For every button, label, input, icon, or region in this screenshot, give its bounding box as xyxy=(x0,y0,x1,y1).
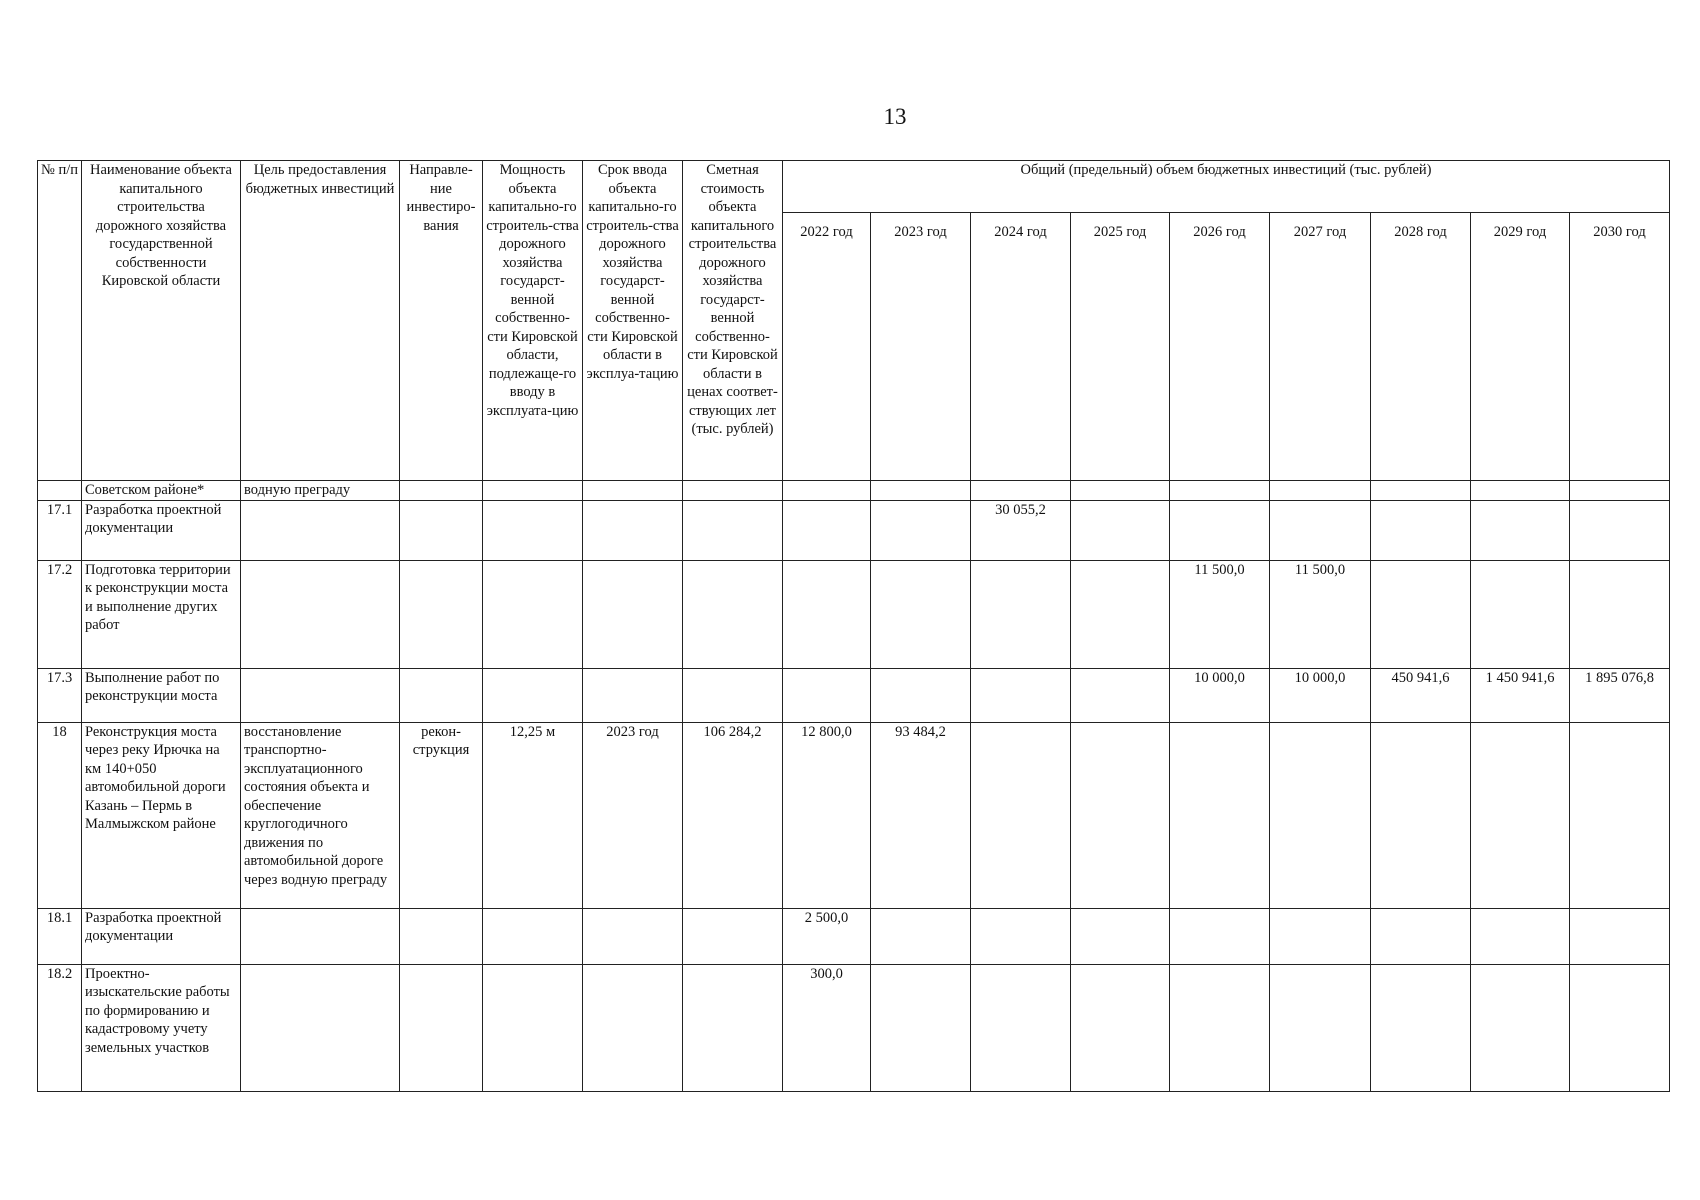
row-year-2024 xyxy=(971,481,1071,501)
header-object-name: Наименование объекта капитального строительства дорожного хозяйства государственной собственности Кировской области xyxy=(82,161,241,481)
row-year-2024 xyxy=(971,908,1071,964)
row-year-2023: 93 484,2 xyxy=(871,722,971,908)
row-year-2023 xyxy=(871,481,971,501)
table-row xyxy=(38,500,1670,560)
header-num: № п/п xyxy=(38,161,82,481)
row-estimated-cost xyxy=(683,481,783,501)
row-num xyxy=(38,481,82,501)
header-capacity: Мощность объекта капитально-го строитель-ства дорожного хозяйства государст-венной собственно-сти Кировской области, подлежаще-го вводу в эксплуата-цию xyxy=(483,161,583,481)
row-year-2026: 11 500,0 xyxy=(1170,560,1270,668)
row-direction xyxy=(400,668,483,722)
header-year-2026: 2026 год xyxy=(1170,213,1270,481)
row-year-2029 xyxy=(1471,500,1570,560)
page-number: 13 xyxy=(883,104,907,129)
header-year-2023: 2023 год xyxy=(871,213,971,481)
row-object-name: Проектно-изыскательские работы по формированию и кадастровому учету земельных участков xyxy=(82,964,241,1091)
table-row xyxy=(38,560,1670,668)
row-year-2029 xyxy=(1471,908,1570,964)
header-direction: Направле-ние инвестиро-вания xyxy=(400,161,483,481)
row-year-2030 xyxy=(1570,481,1670,501)
row-year-2028: 450 941,6 xyxy=(1371,668,1471,722)
row-year-2024: 30 055,2 xyxy=(971,500,1071,560)
header-row-top xyxy=(38,161,1670,213)
row-year-2028 xyxy=(1371,500,1471,560)
table-row xyxy=(38,481,1670,501)
row-capacity xyxy=(483,964,583,1091)
row-goal xyxy=(241,500,400,560)
row-year-2022 xyxy=(783,668,871,722)
row-year-2025 xyxy=(1071,722,1170,908)
row-year-2026 xyxy=(1170,500,1270,560)
table-row xyxy=(38,908,1670,964)
row-object-name: Разработка проектной документации xyxy=(82,500,241,560)
row-year-2022 xyxy=(783,500,871,560)
row-year-2028 xyxy=(1371,722,1471,908)
row-year-2030: 1 895 076,8 xyxy=(1570,668,1670,722)
row-year-2028 xyxy=(1371,560,1471,668)
row-estimated-cost xyxy=(683,964,783,1091)
row-capacity: 12,25 м xyxy=(483,722,583,908)
row-year-2029 xyxy=(1471,722,1570,908)
row-capacity xyxy=(483,908,583,964)
row-year-2025 xyxy=(1071,500,1170,560)
row-num: 17.2 xyxy=(38,560,82,668)
row-year-2025 xyxy=(1071,668,1170,722)
row-year-2022: 12 800,0 xyxy=(783,722,871,908)
row-year-2028 xyxy=(1371,964,1471,1091)
row-object-name: Советском районе* xyxy=(82,481,241,501)
row-year-2023 xyxy=(871,908,971,964)
row-year-2026: 10 000,0 xyxy=(1170,668,1270,722)
row-year-2023 xyxy=(871,964,971,1091)
row-year-2030 xyxy=(1570,908,1670,964)
row-year-2029: 1 450 941,6 xyxy=(1471,668,1570,722)
row-direction xyxy=(400,964,483,1091)
row-commission-date xyxy=(583,668,683,722)
row-year-2028 xyxy=(1371,908,1471,964)
header-year-2030: 2030 год xyxy=(1570,213,1670,481)
row-year-2025 xyxy=(1071,560,1170,668)
row-direction: рекон-струкция xyxy=(400,722,483,908)
row-object-name: Выполнение работ по реконструкции моста xyxy=(82,668,241,722)
row-direction xyxy=(400,560,483,668)
table-row xyxy=(38,964,1670,1091)
row-year-2029 xyxy=(1471,964,1570,1091)
row-estimated-cost xyxy=(683,500,783,560)
row-year-2030 xyxy=(1570,560,1670,668)
row-goal xyxy=(241,908,400,964)
row-year-2023 xyxy=(871,668,971,722)
header-commission-date: Срок ввода объекта капитально-го строитель-ства дорожного хозяйства государст-венной собственно-сти Кировской области в эксплуа-тацию xyxy=(583,161,683,481)
header-total-investment: Общий (предельный) объем бюджетных инвестиций (тыс. рублей) xyxy=(783,161,1670,213)
header-year-2029: 2029 год xyxy=(1471,213,1570,481)
table-row xyxy=(38,668,1670,722)
row-object-name: Подготовка территории к реконструкции моста и выполнение других работ xyxy=(82,560,241,668)
row-year-2025 xyxy=(1071,908,1170,964)
row-capacity xyxy=(483,668,583,722)
row-num: 18 xyxy=(38,722,82,908)
row-year-2023 xyxy=(871,560,971,668)
row-goal xyxy=(241,964,400,1091)
row-year-2024 xyxy=(971,668,1071,722)
row-commission-date: 2023 год xyxy=(583,722,683,908)
row-year-2022: 300,0 xyxy=(783,964,871,1091)
row-year-2022 xyxy=(783,560,871,668)
row-year-2027: 10 000,0 xyxy=(1270,668,1371,722)
header-goal: Цель предоставления бюджетных инвестиций xyxy=(241,161,400,481)
row-num: 17.3 xyxy=(38,668,82,722)
row-commission-date xyxy=(583,500,683,560)
header-year-2028: 2028 год xyxy=(1371,213,1471,481)
row-year-2025 xyxy=(1071,481,1170,501)
row-direction xyxy=(400,500,483,560)
row-year-2026 xyxy=(1170,481,1270,501)
row-object-name: Реконструкция моста через реку Ирючка на км 140+050 автомобильной дороги Казань – Пермь в Малмыжском районе xyxy=(82,722,241,908)
header-estimated-cost: Сметная стоимость объекта капитального строительства дорожного хозяйства государст-венной собственно-сти Кировской области в ценах соответ-ствующих лет (тыс. рублей) xyxy=(683,161,783,481)
row-year-2027 xyxy=(1270,964,1371,1091)
header-year-2022: 2022 год xyxy=(783,213,871,481)
row-year-2024 xyxy=(971,560,1071,668)
row-object-name: Разработка проектной документации xyxy=(82,908,241,964)
row-commission-date xyxy=(583,560,683,668)
header-year-2025: 2025 год xyxy=(1071,213,1170,481)
row-year-2026 xyxy=(1170,964,1270,1091)
row-year-2027: 11 500,0 xyxy=(1270,560,1371,668)
row-estimated-cost xyxy=(683,908,783,964)
row-num: 17.1 xyxy=(38,500,82,560)
row-year-2030 xyxy=(1570,500,1670,560)
header-year-2027: 2027 год xyxy=(1270,213,1371,481)
row-year-2028 xyxy=(1371,481,1471,501)
row-year-2025 xyxy=(1071,964,1170,1091)
row-capacity xyxy=(483,481,583,501)
row-year-2023 xyxy=(871,500,971,560)
row-goal: восстановление транспортно-эксплуатационного состояния объекта и обеспечение круглогодичного движения по автомобильной дороге через водную преграду xyxy=(241,722,400,908)
row-year-2026 xyxy=(1170,722,1270,908)
row-commission-date xyxy=(583,481,683,501)
row-year-2029 xyxy=(1471,481,1570,501)
row-year-2024 xyxy=(971,722,1071,908)
row-year-2027 xyxy=(1270,722,1371,908)
row-estimated-cost xyxy=(683,668,783,722)
row-estimated-cost xyxy=(683,560,783,668)
row-direction xyxy=(400,908,483,964)
row-year-2030 xyxy=(1570,964,1670,1091)
row-year-2027 xyxy=(1270,500,1371,560)
row-num: 18.2 xyxy=(38,964,82,1091)
row-year-2026 xyxy=(1170,908,1270,964)
row-year-2024 xyxy=(971,964,1071,1091)
budget-investment-table xyxy=(37,160,1670,1092)
header-year-2024: 2024 год xyxy=(971,213,1071,481)
row-year-2027 xyxy=(1270,908,1371,964)
row-direction xyxy=(400,481,483,501)
row-capacity xyxy=(483,560,583,668)
row-year-2027 xyxy=(1270,481,1371,501)
row-year-2022: 2 500,0 xyxy=(783,908,871,964)
table-row xyxy=(38,722,1670,908)
row-year-2029 xyxy=(1471,560,1570,668)
row-capacity xyxy=(483,500,583,560)
row-commission-date xyxy=(583,908,683,964)
row-year-2022 xyxy=(783,481,871,501)
row-goal xyxy=(241,560,400,668)
row-num: 18.1 xyxy=(38,908,82,964)
row-goal: водную преграду xyxy=(241,481,400,501)
row-estimated-cost: 106 284,2 xyxy=(683,722,783,908)
row-year-2030 xyxy=(1570,722,1670,908)
row-goal xyxy=(241,668,400,722)
row-commission-date xyxy=(583,964,683,1091)
